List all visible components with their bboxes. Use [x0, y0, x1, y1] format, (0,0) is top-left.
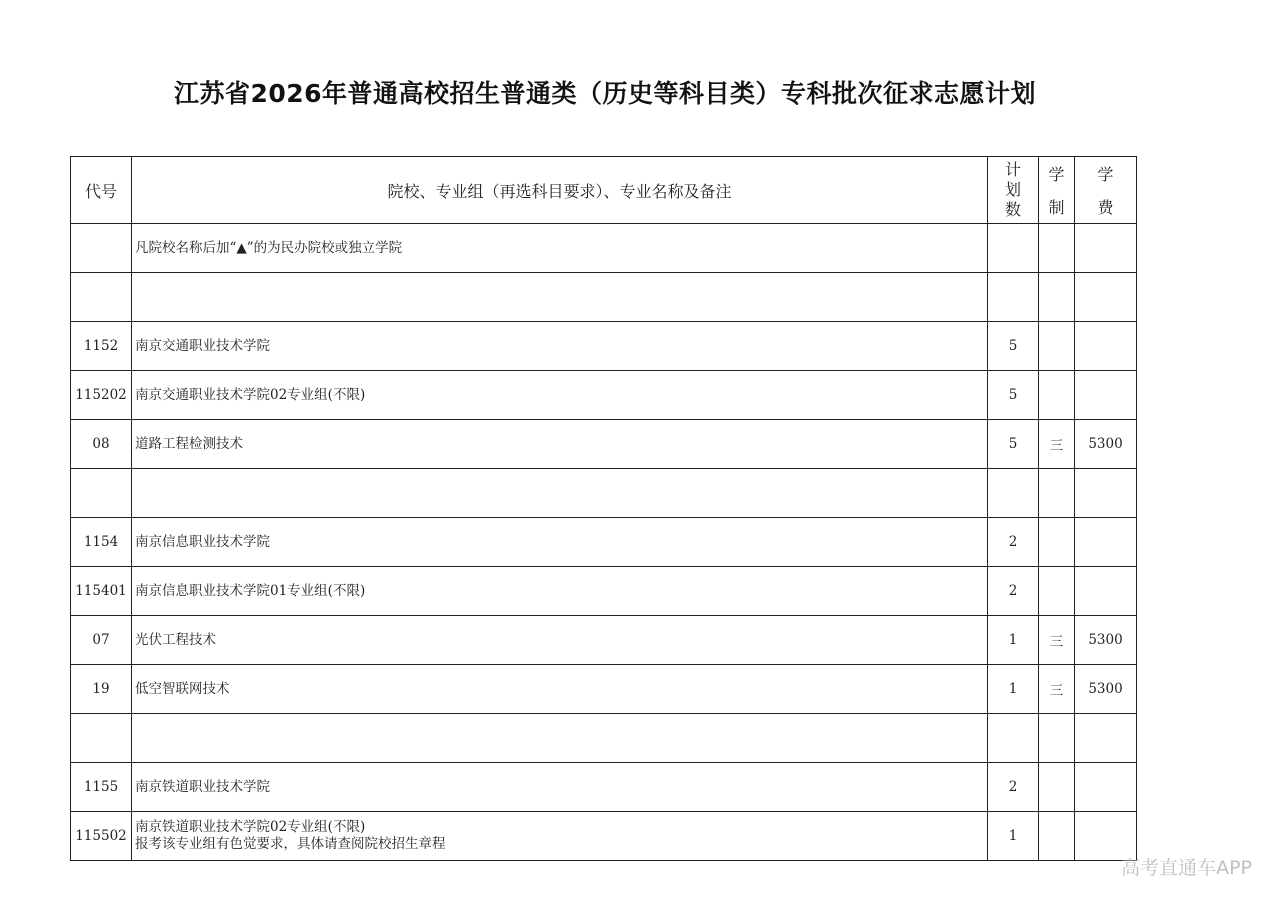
cell-plan: 5	[988, 322, 1039, 371]
cell-fee	[1075, 567, 1137, 616]
header-duration-char: 学	[1048, 165, 1065, 184]
cell-fee	[1075, 371, 1137, 420]
cell-code: 19	[71, 665, 132, 714]
cell-plan: 1	[988, 616, 1039, 665]
cell-name	[132, 224, 988, 273]
table-row	[71, 714, 1137, 763]
header-plan	[988, 157, 1039, 224]
cell-fee	[1075, 322, 1137, 371]
cell-duration	[1039, 714, 1075, 763]
header-plan-char: 数	[1004, 200, 1021, 219]
cell-fee	[1075, 273, 1137, 322]
cell-name	[132, 567, 988, 616]
header-code: 代号	[71, 157, 132, 224]
cell-plan: 1	[988, 812, 1039, 861]
cell-code: 07	[71, 616, 132, 665]
cell-plan	[988, 273, 1039, 322]
table-row	[71, 812, 1137, 861]
cell-name	[132, 420, 988, 469]
cell-name	[132, 469, 988, 518]
table-row	[71, 665, 1137, 714]
cell-code: 115502	[71, 812, 132, 861]
cell-fee	[1075, 469, 1137, 518]
header-plan-char: 计	[1004, 160, 1021, 179]
cell-plan	[988, 469, 1039, 518]
table-row	[71, 322, 1137, 371]
cell-duration: 三	[1039, 420, 1075, 469]
cell-code: 115202	[71, 371, 132, 420]
header-duration	[1039, 157, 1075, 224]
cell-name-line: 凡院校名称后加“▲”的为民办院校或独立学院	[135, 239, 403, 256]
cell-code	[71, 714, 132, 763]
cell-fee	[1075, 224, 1137, 273]
header-name: 院校、专业组（再选科目要求）、专业名称及备注	[132, 157, 988, 224]
cell-fee	[1075, 763, 1137, 812]
cell-duration	[1039, 322, 1075, 371]
cell-duration	[1039, 518, 1075, 567]
cell-plan: 1	[988, 665, 1039, 714]
cell-name	[132, 665, 988, 714]
cell-code	[71, 469, 132, 518]
header-fee-char: 学	[1097, 165, 1114, 184]
cell-code: 115401	[71, 567, 132, 616]
cell-duration: 三	[1039, 665, 1075, 714]
enrollment-plan-table	[70, 156, 1137, 861]
table-body	[71, 224, 1137, 861]
header-fee	[1075, 157, 1137, 224]
cell-code: 1152	[71, 322, 132, 371]
table-row	[71, 420, 1137, 469]
cell-duration	[1039, 763, 1075, 812]
header-duration-char: 制	[1048, 198, 1065, 217]
cell-plan: 2	[988, 567, 1039, 616]
cell-name-line: 南京铁道职业技术学院	[135, 778, 270, 795]
cell-fee: 5300	[1075, 665, 1137, 714]
watermark-text: 高考直通车APP	[1121, 857, 1252, 879]
table-row	[71, 273, 1137, 322]
table-header-row	[71, 157, 1137, 224]
cell-name-line: 光伏工程技术	[135, 631, 216, 648]
cell-name	[132, 812, 988, 861]
cell-duration	[1039, 567, 1075, 616]
cell-fee: 5300	[1075, 420, 1137, 469]
cell-fee	[1075, 714, 1137, 763]
cell-duration	[1039, 273, 1075, 322]
cell-code: 1155	[71, 763, 132, 812]
cell-name-line: 报考该专业组有色觉要求，具体请查阅院校招生章程	[135, 836, 446, 852]
cell-name	[132, 273, 988, 322]
cell-name	[132, 322, 988, 371]
cell-name	[132, 518, 988, 567]
table-row	[71, 763, 1137, 812]
table-row	[71, 224, 1137, 273]
cell-plan: 2	[988, 763, 1039, 812]
table-row	[71, 616, 1137, 665]
header-fee-char: 费	[1097, 198, 1114, 217]
table-row	[71, 371, 1137, 420]
cell-plan: 5	[988, 371, 1039, 420]
cell-plan: 2	[988, 518, 1039, 567]
table-row	[71, 567, 1137, 616]
table-row	[71, 518, 1137, 567]
cell-duration	[1039, 371, 1075, 420]
cell-fee: 5300	[1075, 616, 1137, 665]
cell-duration	[1039, 469, 1075, 518]
page-title: 江苏省2026年普通高校招生普通类（历史等科目类）专科批次征求志愿计划	[173, 79, 1037, 108]
table-row	[71, 469, 1137, 518]
cell-code	[71, 224, 132, 273]
cell-name-line: 南京信息职业技术学院01专业组(不限)	[135, 582, 366, 599]
cell-name-line: 南京交通职业技术学院02专业组(不限)	[135, 386, 366, 403]
cell-name-line: 南京铁道职业技术学院02专业组(不限)	[135, 819, 366, 835]
cell-duration	[1039, 224, 1075, 273]
cell-name	[132, 763, 988, 812]
cell-name	[132, 714, 988, 763]
cell-duration: 三	[1039, 616, 1075, 665]
cell-plan	[988, 714, 1039, 763]
cell-plan: 5	[988, 420, 1039, 469]
cell-name-line: 低空智联网技术	[135, 680, 230, 697]
header-plan-char: 划	[1004, 180, 1021, 199]
cell-code: 1154	[71, 518, 132, 567]
cell-code	[71, 273, 132, 322]
cell-code: 08	[71, 420, 132, 469]
cell-name	[132, 616, 988, 665]
cell-name-line: 南京信息职业技术学院	[135, 533, 270, 550]
cell-name	[132, 371, 988, 420]
cell-duration	[1039, 812, 1075, 861]
cell-name-line: 道路工程检测技术	[135, 435, 243, 452]
cell-name-line: 南京交通职业技术学院	[135, 337, 270, 354]
cell-fee	[1075, 518, 1137, 567]
cell-plan	[988, 224, 1039, 273]
